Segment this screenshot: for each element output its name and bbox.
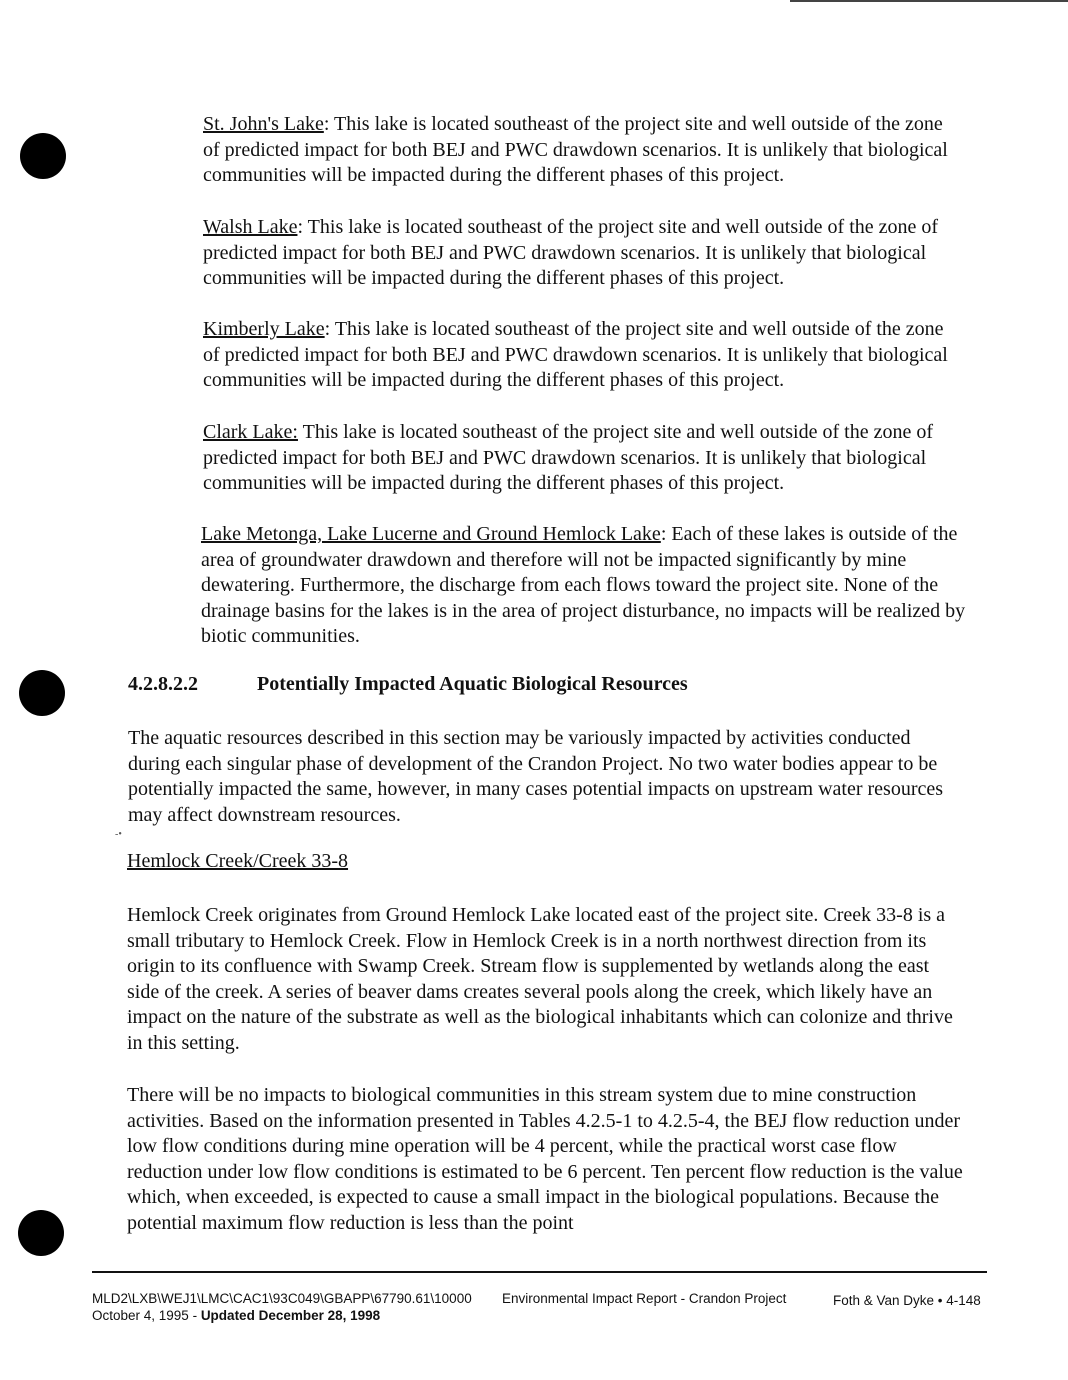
stray-mark: -• bbox=[115, 829, 122, 840]
footer-rule bbox=[92, 1271, 987, 1273]
hemlock-creek-paragraph-1: Hemlock Creek originates from Ground Hemlock Lake located east of the project site. Creek 33-8 is a small tributary to Hemlock Creek. Flow in Hemlock Creek is in a north northwest direction from its origin to its confluence with Swamp Creek. Stream flow is supplemented by wetlands along the east side of the creek. A series of beaver dams creates several pools along the creek, which likely have an impact on the nature of the substrate as well as the biological inhabitants which can colonize and thrive in this setting. bbox=[127, 904, 953, 1054]
paragraph-text: This lake is located southeast of the project site and well outside of the zone of predicted impact for both BEJ and PWC drawdown scenarios. It is unlikely that biological communities will be impacted during the different phases of this project. bbox=[203, 421, 933, 494]
footer-report-title: Environmental Impact Report - Crandon Project bbox=[502, 1291, 787, 1306]
paragraph-text: This lake is located southeast of the project site and well outside of the zone of predicted impact for both BEJ and PWC drawdown scenarios. It is unlikely that biological communities will be impacted during the different phases of this project. bbox=[203, 318, 948, 391]
lake-name-label: Clark Lake: bbox=[203, 421, 298, 443]
section-number: 4.2.8.2.2 bbox=[128, 673, 198, 695]
top-edge-rule bbox=[790, 0, 1068, 2]
footer-date: October 4, 1995 - Updated December 28, 1998 bbox=[92, 1308, 381, 1323]
paragraph-text: Each of these lakes is outside of the area of groundwater drawdown and therefore will not be impacted significantly by mine dewatering. Furthermore, the discharge from each flows toward the project site. None of the drainage basins for the lakes is in the area of project disturbance, no impacts will be realized by biotic communities. bbox=[201, 523, 966, 647]
footer-updated-date: Updated December 28, 1998 bbox=[200, 1308, 381, 1323]
paragraph-lake-metonga-lucerne-hemlock: Lake Metonga, Lake Lucerne and Ground Hemlock Lake: Each of these lakes is outside of the area of groundwater drawdown and therefore will not be impacted significantly by mine dewatering. Furthermore, the discharge from each flows toward the project site. None of the drainage basins for the lakes is in the area of project disturbance, no impacts will be realized by biotic communities. bbox=[201, 523, 966, 647]
section-intro-paragraph: The aquatic resources described in this section may be variously impacted by activities conducted during each singular phase of development of the Crandon Project. No two water bodies appear to be potentially impacted the same, however, in many cases potential impacts on upstream water resources may affect downstream resources. bbox=[128, 727, 944, 826]
footer-file-info bbox=[92, 1290, 472, 1324]
paragraph-walsh-lake: Walsh Lake: This lake is located southeast of the project site and well outside of the zone of predicted impact for both BEJ and PWC drawdown scenarios. It is unlikely that biological communities will be impacted during the different phases of this project. bbox=[203, 216, 939, 289]
lake-name-label: Lake Metonga, Lake Lucerne and Ground Hemlock Lake bbox=[201, 523, 661, 545]
punch-hole-icon bbox=[20, 133, 66, 179]
punch-hole-icon bbox=[18, 1210, 64, 1256]
punch-hole-icon bbox=[19, 670, 65, 716]
lake-name-label: Walsh Lake bbox=[203, 216, 298, 238]
footer-file-path: MLD2\LXB\WEJ1\LMC\CAC1\93C049\GBAPP\67790.61\10000 bbox=[92, 1291, 472, 1306]
paragraph-kimberly-lake: Kimberly Lake: This lake is located southeast of the project site and well outside of the zone of predicted impact for both BEJ and PWC drawdown scenarios. It is unlikely that biological communities will be impacted during the different phases of this project. bbox=[203, 318, 948, 391]
lake-name-label: St. John's Lake bbox=[203, 113, 324, 135]
subsection-title: Hemlock Creek/Creek 33-8 bbox=[127, 850, 349, 872]
lake-name-label: Kimberly Lake bbox=[203, 318, 325, 340]
paragraph-text: This lake is located southeast of the project site and well outside of the zone of predicted impact for both BEJ and PWC drawdown scenarios. It is unlikely that biological communities will be impacted during the different phases of this project. bbox=[203, 216, 939, 289]
paragraph-st-johns-lake: St. John's Lake: This lake is located southeast of the project site and well outside of the zone of predicted impact for both BEJ and PWC drawdown scenarios. It is unlikely that biological communities will be impacted during the different phases of this project. bbox=[203, 113, 948, 186]
section-title: Potentially Impacted Aquatic Biological Resources bbox=[257, 673, 688, 695]
paragraph-clark-lake bbox=[203, 420, 963, 497]
footer-company-page: Foth & Van Dyke • 4-148 bbox=[833, 1293, 981, 1308]
paragraph-text: This lake is located southeast of the project site and well outside of the zone of predicted impact for both BEJ and PWC drawdown scenarios. It is unlikely that biological communities will be impacted during the different phases of this project. bbox=[203, 113, 948, 186]
hemlock-creek-paragraph-2: There will be no impacts to biological communities in this stream system due to mine construction activities. Based on the information presented in Tables 4.2.5-1 to 4.2.5-4, the BEJ flow reduction under low flow conditions during mine operation will be 4 percent, while the practical worst case flow reduction under low flow conditions is estimated to be 6 percent. Ten percent flow reduction is the value which, when exceeded, is expected to cause a small impact in the biological populations. Because the potential maximum flow reduction is less than the point bbox=[127, 1084, 963, 1234]
